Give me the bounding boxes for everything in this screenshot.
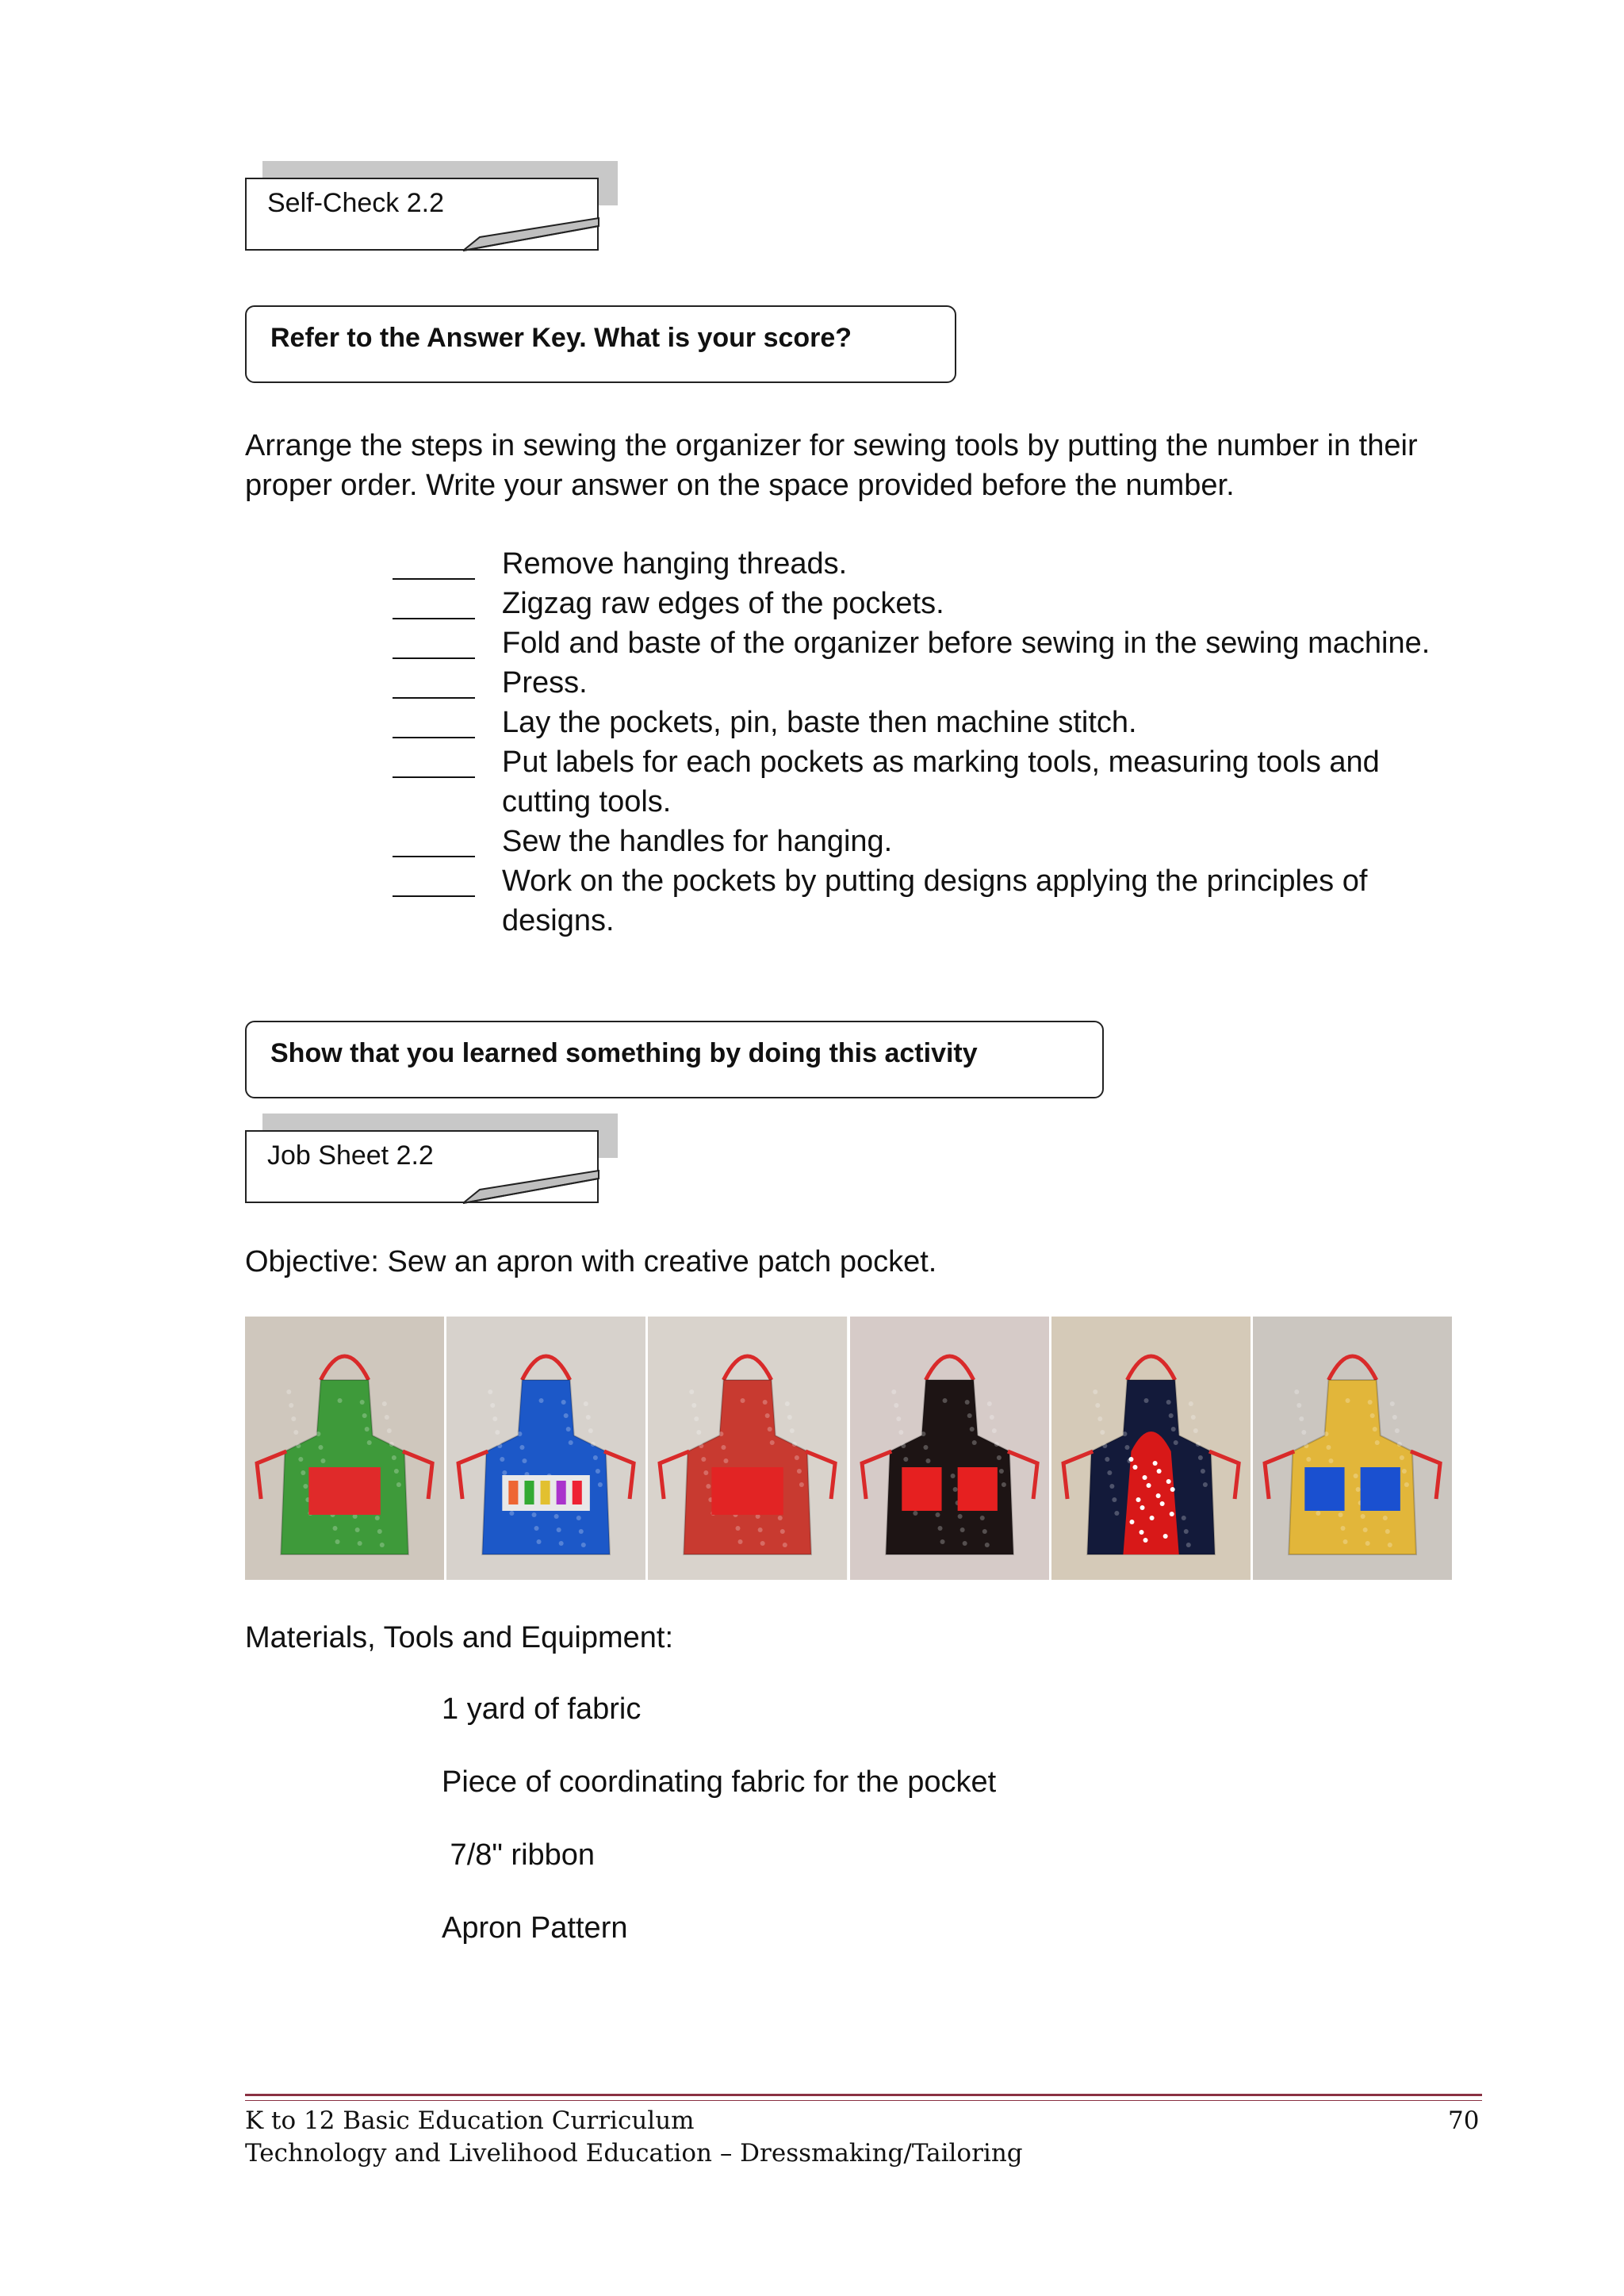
apron-photo	[1253, 1317, 1452, 1580]
answer-key-box	[245, 305, 956, 383]
activity-text: Show that you learned something by doing this activity	[270, 1038, 978, 1068]
material-item: Piece of coordinating fabric for the pocket	[442, 1765, 997, 1799]
step-text: Lay the pockets, pin, baste then machine stitch.	[502, 706, 1137, 739]
activity-box	[245, 1021, 1104, 1098]
step-item	[391, 623, 1501, 663]
apron-photo	[1051, 1317, 1251, 1580]
step-item	[391, 703, 1501, 742]
objective: Objective: Sew an apron with creative patch pocket.	[245, 1245, 937, 1278]
apron-image	[850, 1317, 1049, 1580]
footer-rule	[245, 2094, 1482, 2096]
apron-image	[446, 1317, 645, 1580]
step-text: Zigzag raw edges of the pockets.	[502, 587, 944, 620]
page-number: 70	[1448, 2106, 1480, 2135]
material-item: 7/8" ribbon	[442, 1838, 596, 1872]
step-item	[391, 663, 1501, 703]
material-item: Apron Pattern	[442, 1911, 628, 1945]
step-item	[391, 742, 1501, 822]
self-check-label: Self-Check 2.2	[267, 188, 444, 218]
step-item	[391, 861, 1501, 941]
answer-key-text: Refer to the Answer Key. What is your score?	[270, 323, 852, 353]
step-text: Remove hanging threads.	[502, 547, 848, 581]
apron-image	[1051, 1317, 1251, 1580]
footer-curriculum: K to 12 Basic Education Curriculum	[245, 2106, 695, 2135]
apron-photo	[648, 1317, 847, 1580]
step-text: cutting tools.	[502, 785, 672, 818]
apron-gallery	[245, 1317, 1452, 1580]
step-text: designs.	[502, 904, 615, 937]
job-sheet-tab	[245, 1114, 618, 1205]
footer-subject: Technology and Livelihood Education – Dressmaking/Tailoring	[245, 2139, 1023, 2168]
self-check-tab	[245, 161, 618, 252]
step-item	[391, 584, 1501, 623]
apron-image	[648, 1317, 847, 1580]
apron-image	[1253, 1317, 1452, 1580]
materials-heading: Materials, Tools and Equipment:	[245, 1621, 674, 1654]
steps-list	[391, 544, 1501, 941]
apron-image	[245, 1317, 444, 1580]
apron-photo	[850, 1317, 1049, 1580]
step-text: Press.	[502, 666, 588, 700]
step-text: Work on the pockets by putting designs applying the principles of	[502, 864, 1368, 898]
apron-photo	[245, 1317, 444, 1580]
job-sheet-label: Job Sheet 2.2	[267, 1140, 434, 1171]
step-text: Sew the handles for hanging.	[502, 825, 893, 858]
instructions-line-1: Arrange the steps in sewing the organizer for sewing tools by putting the number in their	[245, 429, 1418, 462]
material-item: 1 yard of fabric	[442, 1692, 642, 1726]
step-text: Fold and baste of the organizer before sewing in the sewing machine.	[502, 627, 1431, 660]
instructions-line-2: proper order. Write your answer on the space provided before the number.	[245, 469, 1235, 502]
apron-photo	[446, 1317, 645, 1580]
step-text: Put labels for each pockets as marking tools, measuring tools and	[502, 746, 1380, 779]
step-item	[391, 544, 1501, 584]
footer-rule	[245, 2100, 1482, 2101]
step-item	[391, 822, 1501, 861]
